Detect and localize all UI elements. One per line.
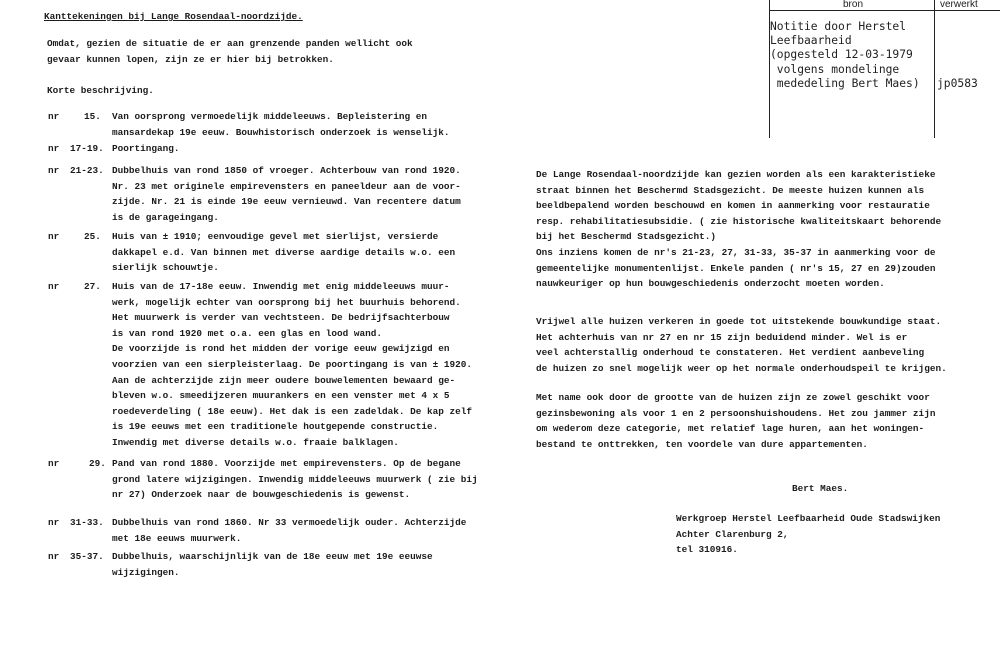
text-line: Dubbelhuis van rond 1860. Nr 33 vermoedelijk ouder. Achterzijde <box>112 517 467 528</box>
entry-prefix: nr <box>48 111 60 122</box>
entry-number: 21-23. <box>70 165 104 176</box>
address-line: tel 310916. <box>676 544 738 556</box>
paragraph-characterisation <box>536 167 941 292</box>
entry-prefix: nr <box>48 165 60 176</box>
text-line: is de garageingang. <box>112 211 219 223</box>
text-line: werk, mogelijk echter van oorsprong bij het buurhuis behorend. <box>112 296 461 308</box>
note-line: Leefbaarheid <box>770 34 852 48</box>
signature-name: Bert Maes. <box>792 483 849 494</box>
text-line: Van oorsprong vermoedelijk middeleeuws. Bepleistering en <box>112 111 428 122</box>
text-line: Het achterhuis van nr 27 en nr 15 zijn beduidend minder. Wel is er <box>536 331 908 343</box>
text-line: bestand te onttrekken, ten voordele van dure appartementen. <box>536 438 868 450</box>
text-line: om wederom deze categorie, met relatief lage huren, aan het woningen- <box>536 423 925 435</box>
entry-number: 27. <box>84 281 101 292</box>
note-line: volgens mondelinge <box>770 62 900 76</box>
entry-prefix: nr <box>48 517 60 528</box>
text-line: Met name ook door de grootte van de huizen zijn ze zowel geschikt voor <box>536 392 930 403</box>
text-line: Aan de achterzijde zijn meer oudere bouwelementen bewaard ge- <box>112 374 456 386</box>
text-line: grond latere wijzigingen. Inwendig middeleeuws muurwerk ( zie bij <box>112 473 478 485</box>
text-line: Huis van de 17-18e eeuw. Inwendig met enig middeleeuws muur- <box>112 281 450 292</box>
text-line: De Lange Rosendaal-noordzijde kan gezien worden als een karakteristieke <box>536 169 936 180</box>
text-line: de huizen zo snel mogelijk weer op het normale onderhoudspeil te krijgen. <box>536 362 947 374</box>
section-heading: Korte beschrijving. <box>47 85 154 96</box>
paragraph-condition <box>536 314 947 376</box>
document-code: jp0583 <box>937 77 978 90</box>
text-line: bij het Beschermd Stadsgezicht.) <box>536 231 717 243</box>
entry-number: 25. <box>84 231 101 242</box>
text-line: Het muurwerk is verder van vechtsteen. De bedrijfsachterbouw <box>112 312 450 324</box>
header-verwerkt: verwerkt <box>940 0 978 10</box>
entry-number: 17-19. <box>70 143 104 154</box>
text-line: is 19e eeuws met een traditionele houtgepende constructie. <box>112 421 439 433</box>
text-line: Poortingang. <box>112 143 180 154</box>
intro-paragraph <box>47 36 413 67</box>
note-line: (opgesteld 12-03-1979 <box>770 48 913 62</box>
text-line: dakkapel e.d. Van binnen met diverse aardige details w.o. een <box>112 246 456 258</box>
sender-address <box>676 511 940 558</box>
entry-number: 31-33. <box>70 517 104 528</box>
text-line: Huis van ± 1910; eenvoudige gevel met sierlijst, versierde <box>112 231 439 242</box>
entry-prefix: nr <box>48 551 60 562</box>
text-line: Pand van rond 1880. Voorzijde met empirevensters. Op de begane <box>112 458 461 469</box>
note-line: Notitie door Herstel <box>770 20 907 33</box>
text-line: Vrijwel alle huizen verkeren in goede tot uitstekende bouwkundige staat. <box>536 316 942 327</box>
text-line: beeldbepalend worden beschouwd en komen in aanmerking voor restauratie <box>536 200 930 212</box>
text-line: is van rond 1920 met o.a. een glas en lood wand. <box>112 327 383 339</box>
text-line: bleven w.o. smeedijzeren muurankers en een venster met 4 x 5 <box>112 390 450 402</box>
text-line: roedeverdeling ( 18e eeuw). Het dak is een zadeldak. De kap zelf <box>112 405 473 417</box>
document-title: Kanttekeningen bij Lange Rosendaal-noordzijde. <box>44 11 303 22</box>
header-bron: bron <box>843 0 864 10</box>
entry-prefix: nr <box>48 231 60 242</box>
text-line: resp. rehabilitatiesubsidie. ( zie historische kwaliteitskaart behorende <box>536 215 942 227</box>
text-line: gevaar kunnen lopen, zijn ze er hier bij betrokken. <box>47 53 334 65</box>
entry-number: 29. <box>89 458 106 469</box>
text-line: voorzien van een sierpleisterlaag. De poortingang is van ± 1920. <box>112 358 473 370</box>
text-line: straat binnen het Beschermd Stadsgezicht. De meeste huizen kunnen als <box>536 184 925 196</box>
text-line: gemeentelijke monumentenlijst. Enkele panden ( nr's 15, 27 en 29)zouden <box>536 262 936 274</box>
text-line: met 18e eeuws muurwerk. <box>112 532 242 544</box>
text-line: gezinsbewoning als voor 1 en 2 persoonshuishoudens. Het zou jammer zijn <box>536 407 936 419</box>
text-line: Nr. 23 met originele empirevensters en paneeldeur aan de voor- <box>112 180 461 192</box>
source-note <box>770 20 920 91</box>
text-line: zijde. Nr. 21 is einde 19e eeuw vernieuwd. Van recentere datum <box>112 196 461 208</box>
text-line: Dubbelhuis, waarschijnlijk van de 18e eeuw met 19e eeuwse <box>112 551 433 562</box>
text-line: nr 27) Onderzoek naar de bouwgeschiedenis is gewenst. <box>112 489 411 501</box>
table-header-divider <box>769 10 1000 11</box>
note-line: mededeling Bert Maes) <box>770 76 920 90</box>
address-line: Achter Clarenburg 2, <box>676 528 789 540</box>
text-line: mansardekap 19e eeuw. Bouwhistorisch onderzoek is wenselijk. <box>112 126 450 138</box>
entry-number: 15. <box>84 111 101 122</box>
text-line: veel achterstallig onderhoud te constateren. Het verdient aanbeveling <box>536 347 925 359</box>
entry-prefix: nr <box>48 281 60 292</box>
text-line: De voorzijde is rond het midden der vorige eeuw gewijzigd en <box>112 343 450 355</box>
entry-prefix: nr <box>48 458 60 469</box>
entry-prefix: nr <box>48 143 60 154</box>
text-line: Inwendig met diverse details w.o. fraaie balklagen. <box>112 436 399 448</box>
table-divider <box>934 0 935 138</box>
text-line: sierlijk schouwtje. <box>112 262 219 274</box>
text-line: nauwkeuriger op hun bouwgeschiedenis onderzocht moeten worden. <box>536 278 885 290</box>
text-line: Dubbelhuis van rond 1850 of vroeger. Achterbouw van rond 1920. <box>112 165 461 176</box>
metadata-table <box>769 0 1000 138</box>
entry-number: 35-37. <box>70 551 104 562</box>
paragraph-housing <box>536 390 935 452</box>
address-line: Werkgroep Herstel Leefbaarheid Oude Stadswijken <box>676 513 941 524</box>
text-line: Ons inziens komen de nr's 21-23, 27, 31-33, 35-37 in aanmerking voor de <box>536 246 936 258</box>
text-line: wijzigingen. <box>112 566 180 578</box>
text-line: Omdat, gezien de situatie de er aan grenzende panden wellicht ook <box>47 38 413 49</box>
